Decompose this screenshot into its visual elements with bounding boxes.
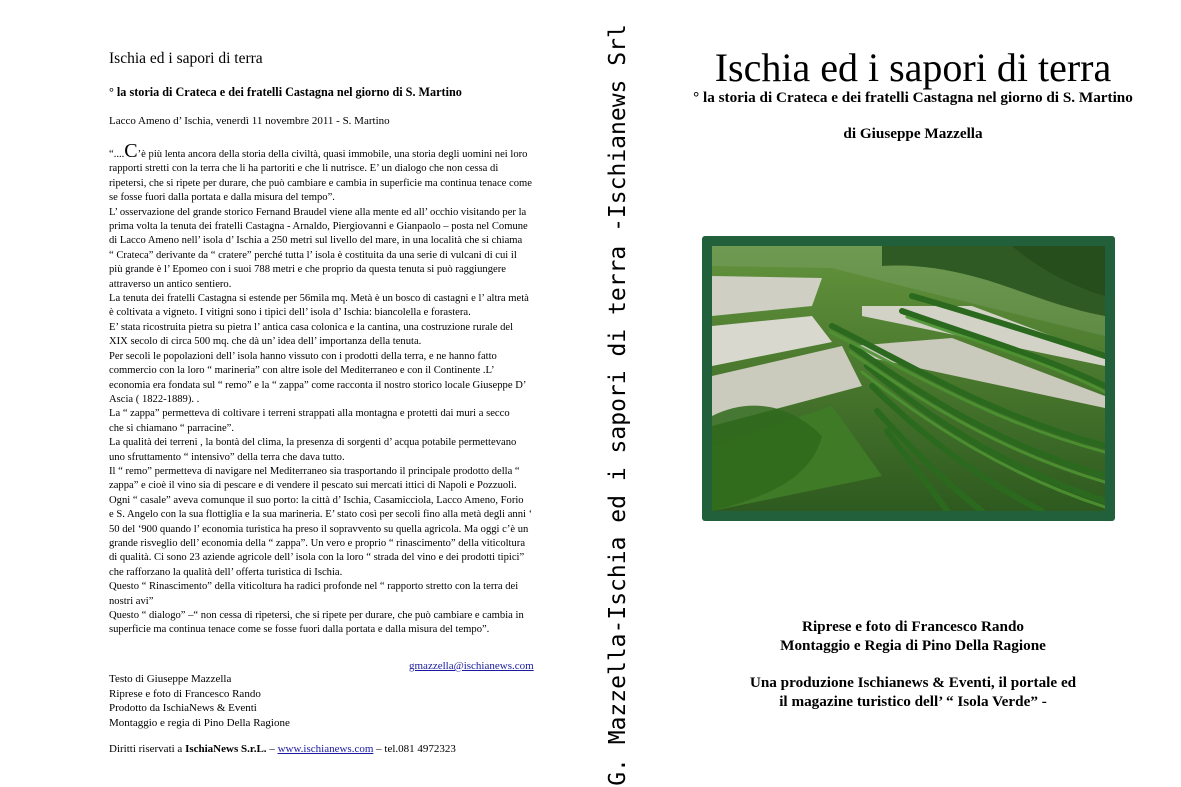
back-dateline: Lacco Ameno d’ Ischia, venerdì 11 novembre 2011 - S. Martino: [109, 115, 390, 127]
rights-company: IschiaNews S.r.L.: [185, 743, 267, 755]
body-line: nostri avi”: [109, 595, 154, 607]
back-credits: [109, 672, 290, 730]
front-subtitle: ° la storia di Crateca e dei fratelli Castagna nel giorno di S. Martino: [693, 89, 1133, 106]
body-line: [109, 140, 571, 162]
body-line: Questo “ Rinascimento” della viticoltura ha radici profonde nel “ rapporto stretto con la terra dei: [109, 581, 519, 593]
body-line: zappa” e cioè il vino sia di pescare e di vendere il pescato sui mercati ittici di Napoli e Pozzuoli.: [109, 480, 517, 492]
back-body-text: [109, 140, 571, 638]
rights-phone: – tel.081 4972323: [373, 743, 456, 755]
body-line: 50 del ‘900 quando l’ economia turistica ha preso il sopravvento su quella agricola. Ma oggi c’è un: [109, 523, 529, 535]
body-line: Questo “ dialogo” –“ non cessa di ripetersi, che si ripete per durare, che può cambiare e cambia in: [109, 610, 524, 621]
front-credit-editing: Montaggio e Regia di Pino Della Ragione: [780, 637, 1046, 654]
body-line: “ Crateca” derivante da “ cratere” perché tutta l’ isola è costituita da una serie di vulcani di cui il: [109, 249, 517, 261]
front-production-line-2: il magazine turistico dell’ “ Isola Verde” -: [779, 693, 1047, 710]
body-line: di qualità. Ci sono 23 aziende agricole dell’ isola con la loro “ strada del vino e dei prodotti tipici”: [109, 552, 525, 564]
body-line: ripetersi, che si ripete per durare, che può cambiare e cambia in superficie ma continua tenace come: [109, 177, 532, 189]
front-production-line-1: Una produzione Ischianews & Eventi, il portale ed: [749, 674, 1077, 691]
body-line: grande risveglio dell’ economia della “ zappa”. Un vero e proprio “ rinascimento” della viticoltura: [109, 537, 526, 549]
spine-text: G. Mazzella-Ischia ed i sapori di terra -Ischianews Srl: [605, 24, 631, 786]
body-line-text: ’è più lenta ancora della storia della civiltà, quasi immobile, una storia degli uomini nei loro: [137, 149, 528, 160]
body-line: più grande è l’ Epomeo con i suoi 788 metri e che proprio da questa tenuta si può raggiungere: [109, 264, 506, 276]
body-line: è coltivata a vigneto. I vitigni sono i tipici dell’ isola d’ Ischia: biancolella e forastera.: [109, 307, 471, 319]
credit-producer: Prodotto da IschiaNews & Eventi: [109, 702, 257, 715]
body-line: rapporti stretti con la terra che li ha partoriti e che li nutrisce. E’ un dialogo che non cessa di: [109, 163, 499, 175]
body-line: Per secoli le popolazioni dell’ isola hanno vissuto con i prodotti della terra, e ne hanno fatto: [109, 350, 497, 362]
body-line: La tenuta dei fratelli Castagna si estende per 56mila mq. Metà è un bosco di castagni e l’ altra metà: [109, 293, 529, 305]
back-title: Ischia ed i sapori di terra: [109, 50, 263, 67]
rights-prefix: Diritti riservati a: [109, 743, 186, 755]
body-line: attraverso un antico sentiero.: [109, 278, 232, 290]
body-line: commercio con la loro “ marineria” con altre isole del Mediterraneo e con il Continente .L’: [109, 365, 495, 377]
body-line: se fosse fuori dalla portata e dalla misura del tempo”.: [109, 192, 335, 204]
body-line: e S. Angelo con la sua flottiglia e la sua marineria. E’ stato così per secoli fino alla metà degli anni ‘: [109, 509, 533, 521]
front-credit-photo: Riprese e foto di Francesco Rando: [801, 618, 1025, 635]
body-line: che rafforzano la qualità dell’ offerta turistica di Ischia.: [109, 566, 343, 578]
body-line: La “ zappa” permetteva di coltivare i terreni strappati alla montagna e protetti dai muri a secco: [109, 408, 510, 420]
body-line: di Lacco Ameno nell’ isola d’ Ischia a 250 metri sul livello del mare, in una località che si chiama: [109, 235, 523, 247]
body-line: La qualità dei terreni , la bontà del clima, la presenza di sorgenti d’ acqua potabile permettevano: [109, 437, 517, 449]
body-line: Ogni “ casale” aveva comunque il suo porto: la città d’ Ischia, Casamicciola, Lacco Ameno, Forio: [109, 494, 524, 506]
body-line: L’ osservazione del grande storico Fernand Braudel viene alla mente ed all’ occhio visitando per la: [109, 206, 527, 218]
body-line: E’ stata ricostruita pietra su pietra l’ antica casa colonica e la cantina, una costruzione rurale del: [109, 321, 514, 333]
vineyard-photo: [712, 246, 1105, 511]
body-line: Ascia ( 1822-1889). .: [109, 393, 200, 405]
body-line: uno sfruttamento “ intensivo” della terra che dava tutto.: [109, 451, 345, 463]
front-author: di Giuseppe Mazzella: [843, 125, 983, 142]
body-line: che si chiamano “ parracine”.: [109, 422, 234, 434]
website-link[interactable]: www.ischianews.com: [277, 743, 374, 755]
credit-photo: Riprese e foto di Francesco Rando: [109, 687, 261, 700]
front-title: Ischia ed i sapori di terra: [714, 45, 1112, 90]
credit-text: Testo di Giuseppe Mazzella: [109, 673, 232, 685]
drop-cap: C: [124, 140, 138, 162]
body-line: superficie ma continua tenace come se fosse fuori dalla portata e dalla misura del tempo”.: [109, 624, 490, 636]
body-line: prima volta la tenuta dei fratelli Castagna - Arnaldo, Piergiovanni e Gianpaolo – posta nel Comune: [109, 221, 528, 233]
body-line: economia era fondata sul “ remo” e la “ zappa” come racconta il nostro storico locale Giuseppe D’: [109, 379, 527, 391]
back-cover: [0, 0, 590, 787]
rights-separator: –: [266, 743, 278, 755]
front-cover: [645, 0, 1181, 787]
credit-editing: Montaggio e regia di Pino Della Ragione: [109, 716, 290, 729]
vineyard-photo-frame: [702, 236, 1115, 521]
email-link[interactable]: gmazzella@ischianews.com: [409, 660, 534, 672]
back-subtitle: ° la storia di Crateca e dei fratelli Castagna nel giorno di S. Martino: [109, 85, 462, 99]
body-line: Il “ remo” permetteva di navigare nel Mediterraneo sia trasportando il principale prodotto della “: [109, 465, 520, 477]
spine: [592, 0, 644, 787]
body-line: XIX secolo di circa 500 mq. che dà un’ idea dell’ importanza della tenuta.: [109, 336, 422, 348]
rights-line: [109, 743, 456, 755]
body-quote-prefix: “....: [109, 149, 125, 160]
